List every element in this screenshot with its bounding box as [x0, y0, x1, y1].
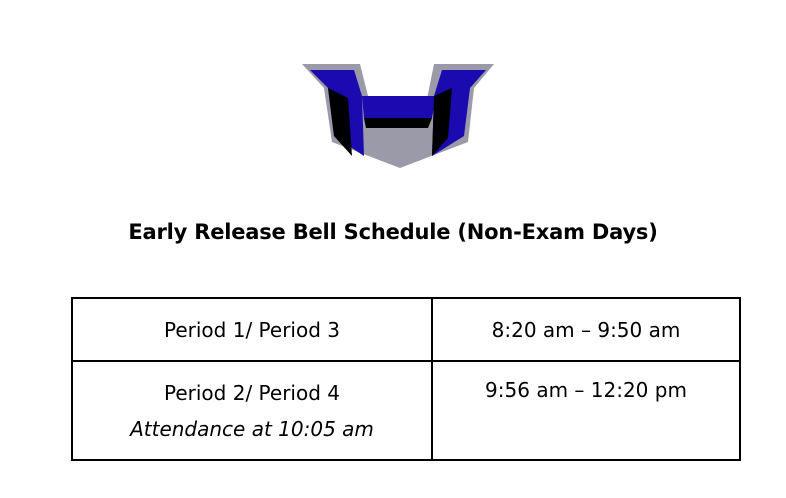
attendance-note: Attendance at 10:05 am: [130, 416, 374, 441]
h-logo: [300, 60, 496, 172]
time-range: 8:20 am – 9:50 am: [491, 317, 681, 342]
periods-label: Period 1/ Period 3: [164, 317, 340, 342]
table-row: [72, 361, 740, 460]
periods-label: Period 2/ Period 4: [164, 380, 340, 405]
logo-crossbar: [362, 96, 436, 118]
logo-crossbar-shadow: [364, 118, 432, 128]
bell-schedule-table: [71, 297, 741, 461]
time-cell: [432, 361, 740, 460]
periods-cell: [72, 361, 432, 460]
time-range: 9:56 am – 12:20 pm: [485, 378, 687, 402]
periods-cell: [72, 298, 432, 361]
table-row: [72, 298, 740, 361]
time-cell: [432, 298, 740, 361]
page-title: Early Release Bell Schedule (Non-Exam Days): [128, 220, 658, 244]
